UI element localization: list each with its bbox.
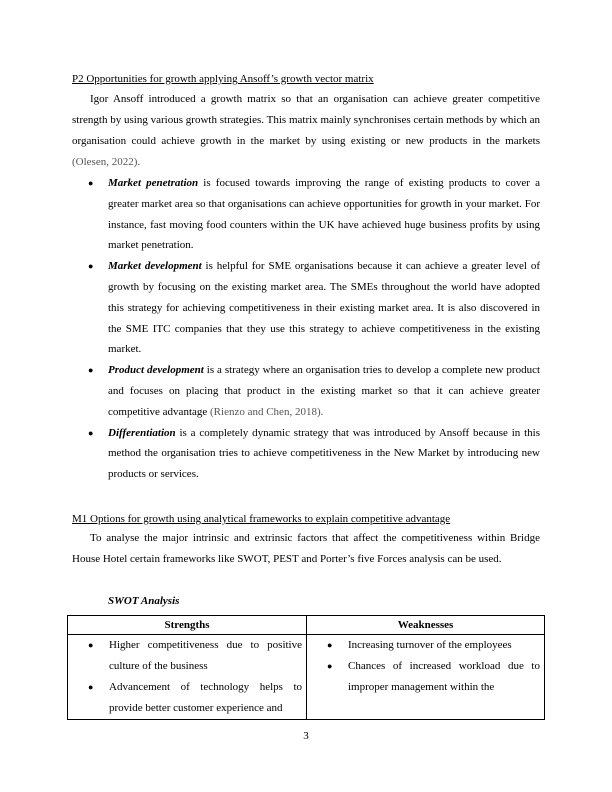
strategy-text: is focused towards improving the range of existing products to cover a greater market area so that organisations can achieve opportunities for growth in your market. For instance, fast moving food counters within the UK have achieved huge business profits by using market penetration. [108, 177, 540, 252]
ansoff-strategy-list [72, 173, 540, 485]
strategy-term: Market development [108, 260, 202, 273]
page-number: 3 [303, 730, 309, 742]
strategy-citation: (Rienzo and Chen, 2018). [210, 405, 324, 418]
p2-intro-text: Igor Ansoff introduced a growth matrix so that an organisation can achieve greater competitive strength by using various growth strategies. This matrix mainly synchronises certain methods by which an organisation could achieve growth in the market by using existing or new products in the markets [72, 93, 540, 147]
bullet-icon: ● [88, 640, 94, 650]
list-item [72, 423, 540, 485]
section-heading-m1: M1 Options for growth using analytical frameworks to explain competitive advantage [72, 513, 451, 525]
weaknesses-cell [307, 635, 545, 720]
list-item [72, 256, 540, 360]
strategy-text: is a completely dynamic strategy that was introduced by Ansoff because in this method the organisation tries to achieve competitiveness in the New Market by introducing new products or services. [108, 426, 540, 481]
weakness-text: Chances of increased workload due to improper management within the [348, 660, 540, 693]
bullet-icon: ● [88, 365, 94, 376]
list-item [68, 677, 306, 719]
swot-table [67, 615, 545, 720]
list-item [68, 635, 306, 677]
bullet-icon: ● [88, 261, 94, 272]
bullet-icon: ● [88, 427, 94, 438]
strengths-cell [68, 635, 307, 720]
bullet-icon: ● [88, 178, 94, 188]
list-item [72, 360, 540, 422]
p2-intro-paragraph [72, 89, 540, 173]
table-row [68, 635, 545, 720]
strength-text: Higher competitiveness due to positive culture of the business [109, 639, 302, 672]
bullet-icon: ● [327, 661, 333, 671]
weaknesses-header: Weaknesses [307, 616, 545, 635]
table-header-row [68, 616, 545, 635]
section-heading-p2: P2 Opportunities for growth applying Ansoff’s growth vector matrix [72, 73, 374, 85]
p2-intro-citation: (Olesen, 2022). [72, 156, 141, 168]
list-item [307, 656, 544, 698]
strategy-term: Differentiation [108, 426, 176, 439]
strategy-term: Product development [108, 364, 204, 377]
weakness-text: Increasing turnover of the employees [348, 639, 512, 651]
bullet-icon: ● [88, 682, 94, 692]
m1-intro-paragraph: To analyse the major intrinsic and extrinsic factors that affect the competitiveness within Bridge House Hotel certain frameworks like SWOT, PEST and Porter’s five Forces analysis can be used. [72, 532, 540, 565]
strategy-text: is a strategy where an organisation tries to develop a complete new product and focuses on placing that product in the existing market so that it can achieve greater competitive advantage [108, 364, 541, 418]
list-item [72, 173, 540, 256]
bullet-icon: ● [327, 640, 333, 650]
strengths-header: Strengths [68, 616, 307, 635]
swot-title: SWOT Analysis [108, 595, 180, 607]
strategy-text: is helpful for SME organisations because it can achieve a greater level of growth by focusing on the existing market area. The SMEs throughout the world have adopted this strategy for achieving competitiveness in their existing market area. It is also discovered in the SME ITC companies that they use this strategy to achieve competitiveness in the existing market. [108, 260, 540, 356]
strategy-term: Market penetration [108, 177, 199, 189]
strength-text: Advancement of technology helps to provide better customer experience and [109, 681, 302, 714]
list-item [307, 635, 544, 656]
